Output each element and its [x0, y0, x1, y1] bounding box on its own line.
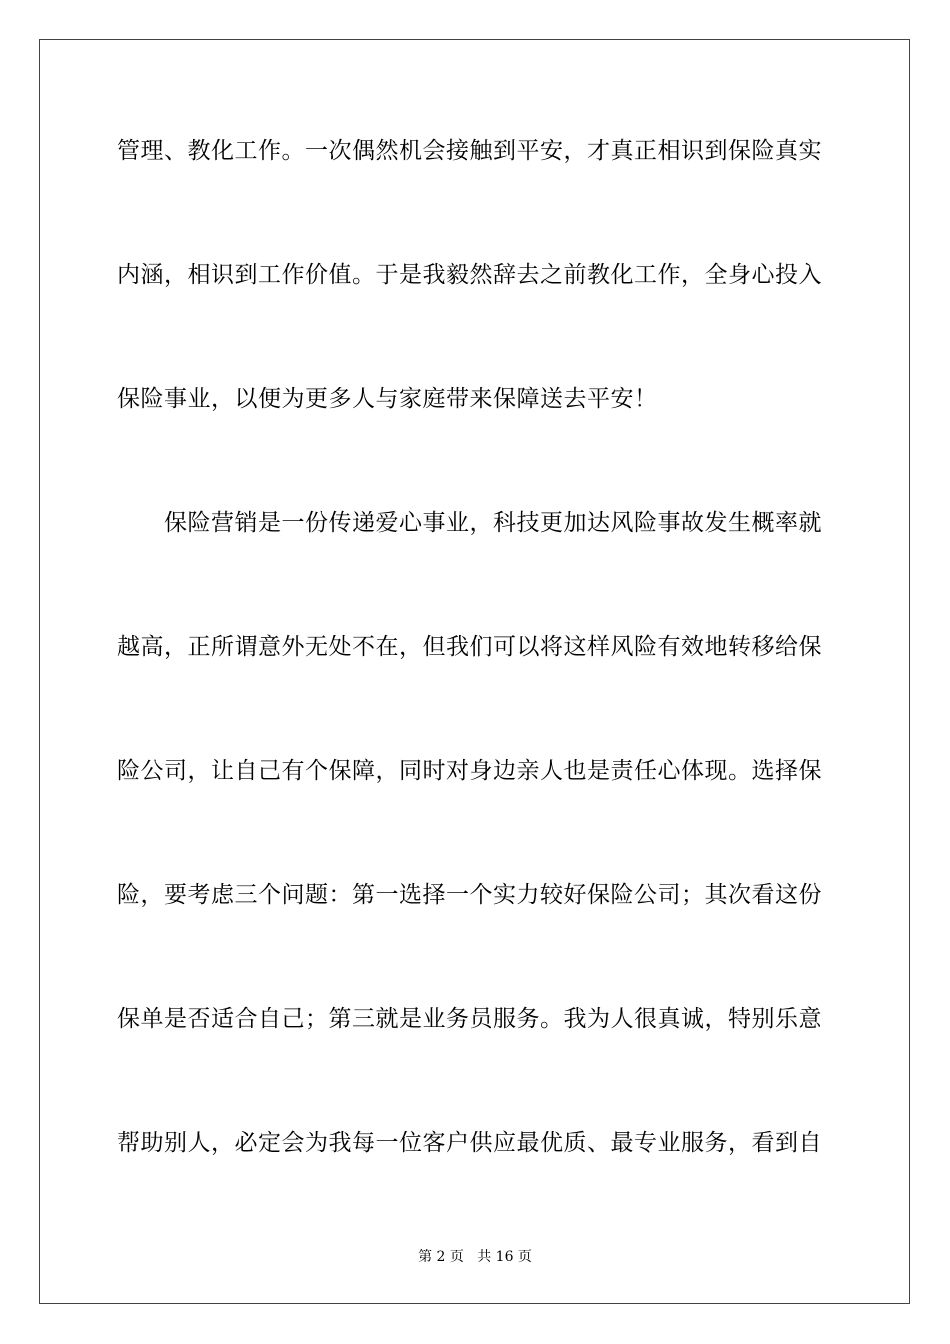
body-text-line-2: 内涵，相识到工作价值。于是我毅然辞去之前教化工作，全身心投入 — [117, 262, 822, 288]
body-text-line-7: 险，要考虑三个问题：第一选择一个实力较好保险公司；其次看这份 — [117, 882, 822, 908]
body-text-line-3: 保险事业，以便为更多人与家庭带来保障送去平安！ — [117, 386, 658, 412]
body-text-line-9: 帮助别人，必定会为我每一位客户供应最优质、最专业服务，看到自 — [117, 1130, 822, 1156]
paragraph-start-line: 保险营销是一份传递爱心事业，科技更加达风险事故发生概率就 — [164, 510, 822, 536]
body-text-line-6: 险公司，让自己有个保障，同时对身边亲人也是责任心体现。选择保 — [117, 758, 822, 784]
page-border — [39, 39, 910, 1304]
page-number-footer: 第 2 页 共 16 页 — [418, 1249, 532, 1265]
body-text-line-8: 保单是否适合自己；第三就是业务员服务。我为人很真诚，特别乐意 — [117, 1006, 822, 1032]
body-text-line-5: 越高，正所谓意外无处不在，但我们可以将这样风险有效地转移给保 — [117, 634, 822, 660]
body-text-line-1: 管理、教化工作。一次偶然机会接触到平安，才真正相识到保险真实 — [117, 138, 822, 164]
